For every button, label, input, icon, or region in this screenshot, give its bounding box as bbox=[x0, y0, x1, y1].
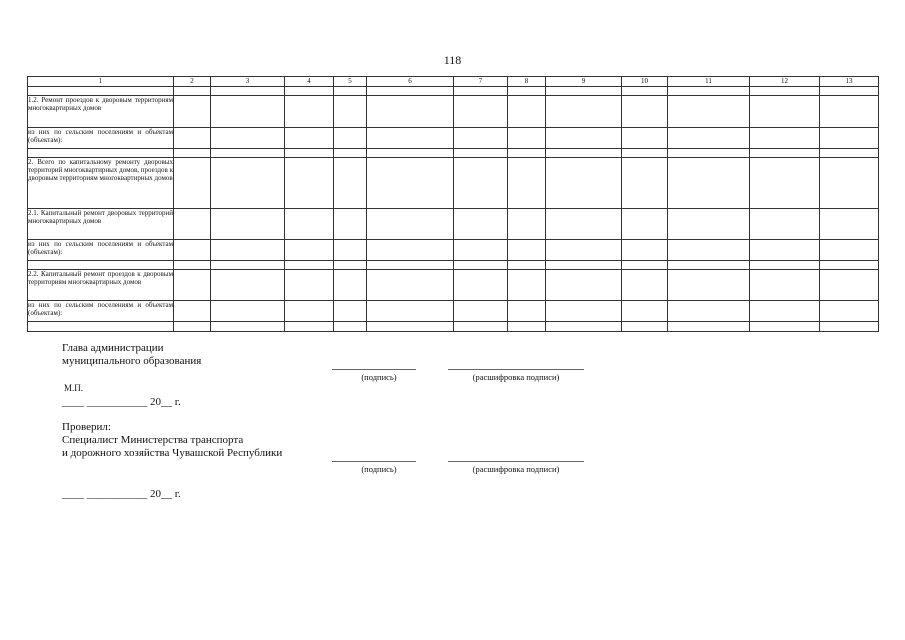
table-cell bbox=[367, 240, 454, 261]
table-cell bbox=[334, 322, 367, 332]
column-header: 11 bbox=[668, 77, 750, 87]
table-cell bbox=[174, 158, 211, 209]
signature-line bbox=[332, 369, 416, 370]
table-cell bbox=[750, 270, 820, 301]
table-cell bbox=[820, 87, 879, 96]
table-cell bbox=[546, 87, 622, 96]
page-number: 118 bbox=[443, 53, 462, 67]
row-label bbox=[28, 261, 174, 270]
table-cell bbox=[367, 261, 454, 270]
column-header: 10 bbox=[622, 77, 668, 87]
row-label: из них по сельским поселениям и объектам (объектам): bbox=[28, 240, 174, 261]
table-cell bbox=[367, 149, 454, 158]
table-cell bbox=[668, 240, 750, 261]
column-header: 9 bbox=[546, 77, 622, 87]
table-cell bbox=[334, 240, 367, 261]
table-cell bbox=[211, 128, 285, 149]
table-cell bbox=[750, 261, 820, 270]
table-cell bbox=[820, 158, 879, 209]
table-cell bbox=[454, 87, 508, 96]
table-cell bbox=[622, 301, 668, 322]
column-header: 12 bbox=[750, 77, 820, 87]
table-cell bbox=[508, 149, 546, 158]
table-cell bbox=[508, 158, 546, 209]
table-cell bbox=[668, 261, 750, 270]
table-cell bbox=[750, 158, 820, 209]
table-row bbox=[28, 209, 879, 240]
table-cell bbox=[820, 240, 879, 261]
table-cell bbox=[454, 322, 508, 332]
table-cell bbox=[820, 128, 879, 149]
table-cell bbox=[668, 87, 750, 96]
table-cell bbox=[174, 128, 211, 149]
table-cell bbox=[211, 322, 285, 332]
table-cell bbox=[174, 96, 211, 128]
table-cell bbox=[668, 149, 750, 158]
table-cell bbox=[668, 209, 750, 240]
table-cell bbox=[367, 96, 454, 128]
signature-decode-line-2 bbox=[448, 461, 584, 462]
column-header: 1 bbox=[28, 77, 174, 87]
table-cell bbox=[334, 158, 367, 209]
table-row bbox=[28, 301, 879, 322]
row-label bbox=[28, 87, 174, 96]
table-cell bbox=[750, 149, 820, 158]
table-cell bbox=[211, 149, 285, 158]
table-row bbox=[28, 128, 879, 149]
table-cell bbox=[622, 149, 668, 158]
table-cell bbox=[285, 128, 334, 149]
table-row bbox=[28, 240, 879, 261]
table-cell bbox=[454, 158, 508, 209]
table-cell bbox=[367, 87, 454, 96]
table-cell bbox=[334, 301, 367, 322]
table-cell bbox=[622, 261, 668, 270]
table-cell bbox=[174, 209, 211, 240]
table-cell bbox=[334, 128, 367, 149]
signature-decode-line bbox=[448, 369, 584, 370]
table-cell bbox=[174, 87, 211, 96]
table-cell bbox=[622, 128, 668, 149]
table-cell bbox=[454, 261, 508, 270]
table-cell bbox=[508, 261, 546, 270]
table-row bbox=[28, 87, 879, 96]
table-cell bbox=[174, 240, 211, 261]
table-cell bbox=[750, 209, 820, 240]
table-cell bbox=[174, 301, 211, 322]
table-cell bbox=[668, 128, 750, 149]
table-cell bbox=[454, 301, 508, 322]
table-cell bbox=[454, 209, 508, 240]
table-cell bbox=[668, 158, 750, 209]
table-cell bbox=[367, 322, 454, 332]
checked-block bbox=[62, 421, 282, 460]
signature-line-2 bbox=[332, 461, 416, 462]
table-cell bbox=[668, 322, 750, 332]
table-cell bbox=[546, 270, 622, 301]
table-cell bbox=[546, 96, 622, 128]
table-cell bbox=[546, 322, 622, 332]
table-cell bbox=[508, 87, 546, 96]
date-line: ____ ___________ 20__ г. bbox=[62, 396, 181, 408]
table-cell bbox=[367, 209, 454, 240]
table-cell bbox=[285, 209, 334, 240]
table-cell bbox=[367, 158, 454, 209]
table-cell bbox=[820, 209, 879, 240]
table-row bbox=[28, 149, 879, 158]
table-cell bbox=[750, 301, 820, 322]
header-row bbox=[28, 77, 879, 87]
table-cell bbox=[750, 322, 820, 332]
table-cell bbox=[285, 240, 334, 261]
table-cell bbox=[211, 87, 285, 96]
table-cell bbox=[174, 270, 211, 301]
table-cell bbox=[546, 128, 622, 149]
column-header: 13 bbox=[820, 77, 879, 87]
column-header: 6 bbox=[367, 77, 454, 87]
table-cell bbox=[750, 87, 820, 96]
column-header: 4 bbox=[285, 77, 334, 87]
row-label: из них по сельским поселениям и объектам (объектам): bbox=[28, 128, 174, 149]
table-cell bbox=[622, 158, 668, 209]
table-cell bbox=[546, 240, 622, 261]
table-cell bbox=[334, 261, 367, 270]
table-cell bbox=[508, 128, 546, 149]
table-cell bbox=[622, 322, 668, 332]
table-cell bbox=[546, 209, 622, 240]
row-label: 1.2. Ремонт проездов к дворовым территориям многоквартирных домов bbox=[28, 96, 174, 128]
row-label: 2.1. Капитальный ремонт дворовых территорий многоквартирных домов bbox=[28, 209, 174, 240]
checked-label: Проверил: bbox=[62, 421, 111, 433]
table-cell bbox=[546, 149, 622, 158]
table-cell bbox=[334, 149, 367, 158]
table-cell bbox=[211, 261, 285, 270]
table-cell bbox=[622, 87, 668, 96]
table-cell bbox=[668, 96, 750, 128]
table-cell bbox=[622, 270, 668, 301]
row-label bbox=[28, 149, 174, 158]
column-header: 5 bbox=[334, 77, 367, 87]
table-cell bbox=[820, 322, 879, 332]
caption-signature: (подпись) bbox=[361, 372, 397, 382]
table-cell bbox=[367, 128, 454, 149]
row-label: 2.2. Капитальный ремонт проездов к дворовым территориям многоквартирных домов bbox=[28, 270, 174, 301]
row-label: из них по сельским поселениям и объектам (объектам): bbox=[28, 301, 174, 322]
table-cell bbox=[750, 128, 820, 149]
table-cell bbox=[454, 149, 508, 158]
table-cell bbox=[285, 261, 334, 270]
table-cell bbox=[285, 322, 334, 332]
table-cell bbox=[546, 261, 622, 270]
table-cell bbox=[211, 301, 285, 322]
table-cell bbox=[622, 96, 668, 128]
table-cell bbox=[334, 96, 367, 128]
table-cell bbox=[334, 87, 367, 96]
table-cell bbox=[211, 158, 285, 209]
table-cell bbox=[285, 149, 334, 158]
table-cell bbox=[508, 322, 546, 332]
table-cell bbox=[750, 240, 820, 261]
table-row bbox=[28, 270, 879, 301]
table-cell bbox=[285, 301, 334, 322]
table-cell bbox=[211, 96, 285, 128]
head-of-administration-label bbox=[62, 342, 201, 368]
table-cell bbox=[546, 301, 622, 322]
table-cell bbox=[174, 149, 211, 158]
table-cell bbox=[820, 96, 879, 128]
table-cell bbox=[285, 158, 334, 209]
table-row bbox=[28, 96, 879, 128]
table-cell bbox=[508, 96, 546, 128]
table-row bbox=[28, 322, 879, 332]
table-cell bbox=[750, 96, 820, 128]
column-header: 7 bbox=[454, 77, 508, 87]
specialist-line2: и дорожного хозяйства Чувашской Республики bbox=[62, 447, 283, 459]
table-cell bbox=[454, 128, 508, 149]
table-cell bbox=[454, 240, 508, 261]
table-cell bbox=[211, 209, 285, 240]
caption-signature-decode-2: (расшифровка подписи) bbox=[472, 464, 560, 474]
table-cell bbox=[367, 301, 454, 322]
table-cell bbox=[546, 158, 622, 209]
table-cell bbox=[174, 322, 211, 332]
table-cell bbox=[285, 96, 334, 128]
table-cell bbox=[622, 209, 668, 240]
table-cell bbox=[508, 209, 546, 240]
caption-signature-decode: (расшифровка подписи) bbox=[472, 372, 560, 382]
table-cell bbox=[454, 96, 508, 128]
table-cell bbox=[334, 209, 367, 240]
table-row bbox=[28, 261, 879, 270]
column-header: 2 bbox=[174, 77, 211, 87]
table-cell bbox=[285, 87, 334, 96]
table-cell bbox=[668, 270, 750, 301]
table-cell bbox=[820, 301, 879, 322]
table-cell bbox=[334, 270, 367, 301]
table-cell bbox=[820, 270, 879, 301]
row-label bbox=[28, 322, 174, 332]
date-line-2: ____ ___________ 20__ г. bbox=[62, 488, 181, 500]
specialist-line1: Специалист Министерства транспорта bbox=[62, 434, 244, 446]
caption-signature-2: (подпись) bbox=[361, 464, 397, 474]
stamp-label: М.П. bbox=[64, 383, 84, 393]
row-label: 2. Всего по капитальному ремонту дворовых территорий многоквартирных домов, проездов к дворовым территориям многоквартирных домов bbox=[28, 158, 174, 209]
head-line1: Глава администрации bbox=[62, 342, 164, 354]
head-line2: муниципального образования bbox=[62, 355, 202, 367]
table-cell bbox=[211, 240, 285, 261]
column-header: 8 bbox=[508, 77, 546, 87]
column-header: 3 bbox=[211, 77, 285, 87]
table-cell bbox=[820, 149, 879, 158]
table-cell bbox=[285, 270, 334, 301]
table-row bbox=[28, 158, 879, 209]
table-cell bbox=[508, 270, 546, 301]
table-cell bbox=[820, 261, 879, 270]
table-cell bbox=[622, 240, 668, 261]
table-cell bbox=[367, 270, 454, 301]
report-table bbox=[27, 76, 879, 332]
table-cell bbox=[174, 261, 211, 270]
table-cell bbox=[508, 240, 546, 261]
table-cell bbox=[211, 270, 285, 301]
table-cell bbox=[508, 301, 546, 322]
table-cell bbox=[454, 270, 508, 301]
table-cell bbox=[668, 301, 750, 322]
